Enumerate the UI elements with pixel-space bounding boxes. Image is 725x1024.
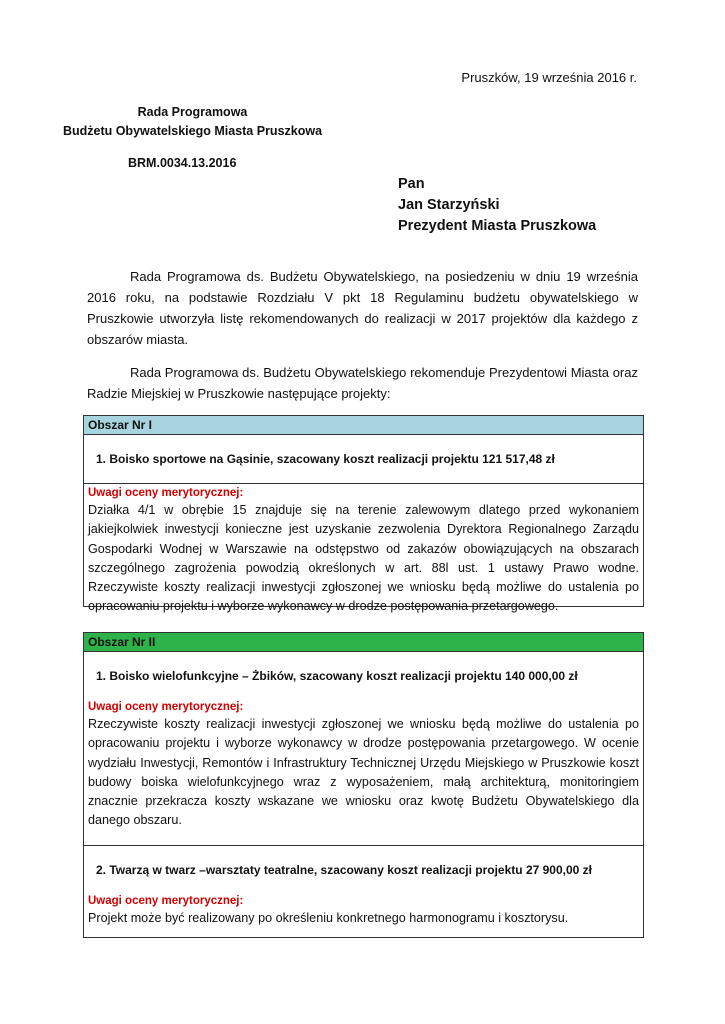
letter-date: Pruszków, 19 września 2016 r. — [461, 70, 637, 85]
paragraph-recommendation — [87, 362, 638, 404]
remarks-label: Uwagi oceny merytorycznej: — [88, 487, 244, 499]
project-remarks — [84, 483, 643, 617]
area-box-1 — [83, 415, 644, 614]
sender-line: Rada Programowa — [137, 105, 248, 119]
reference-number: BRM.0034.13.2016 — [128, 156, 237, 170]
recipient-block — [398, 174, 596, 237]
area-header: Obszar Nr II — [84, 633, 643, 652]
paragraph-recommendation-text: Rada Programowa ds. Budżetu Obywatelskiego rekomenduje Prezydentowi Miasta oraz Radzie Miejskiej w Pruszkowie następujące projekty: — [87, 365, 638, 401]
remarks-label: Uwagi oceny merytorycznej: — [88, 894, 244, 907]
sender-line: Budżetu Obywatelskiego Miasta Pruszkowa — [62, 124, 323, 138]
project-remarks — [84, 894, 643, 928]
project-remarks — [84, 700, 643, 845]
remarks-text: Rzeczywiste koszty realizacji inwestycji zgłoszonej we wniosku będą możliwe do ustalenia po opracowaniu projektu i wyborze wykonawcy w drodze postępowania przetargowego. W ocenie wydziału Inwestycji, Remontów i Infrastruktury Technicznej Urzędu Miejskiego w Pruszkowie koszt budowy boiska wielofunkcyjnego wraz z wyposażeniem, małą architekturą, monitoringiem znacznie przekracza koszty wskazane we wniosku oraz kwotę Budżetu Obywatelskiego dla danego obszaru. — [88, 717, 639, 828]
paragraph-intro — [87, 266, 638, 350]
remarks-label: Uwagi oceny merytorycznej: — [88, 701, 244, 713]
project-title: 1. Boisko sportowe na Gąsinie, szacowany koszt realizacji projektu 121 517,48 zł — [96, 452, 555, 466]
area-header: Obszar Nr I — [84, 416, 643, 435]
project-title: 1. Boisko wielofunkcyjne – Żbików, szacowany koszt realizacji projektu 140 000,00 zł — [96, 669, 578, 683]
recipient-salutation: Pan — [398, 176, 425, 192]
remarks-text: Projekt może być realizowany po określeniu konkretnego harmonogramu i kosztorysu. — [88, 910, 569, 925]
recipient-title: Prezydent Miasta Pruszkowa — [398, 218, 597, 234]
paragraph-intro-text: Rada Programowa ds. Budżetu Obywatelskiego, na posiedzeniu w dniu 19 września 2016 roku, na podstawie Rozdziału V pkt 18 Regulaminu budżetu obywatelskiego w Pruszkowie utworzyła listę rekomendowanych do realizacji w 2017 projektów dla każdego z obszarów miasta. — [87, 269, 638, 347]
recipient-name: Jan Starzyński — [398, 197, 500, 213]
remarks-text: Działka 4/1 w obrębie 15 znajduje się na terenie zalewowym dlatego przed wykonaniem jakiejkolwiek inwestycji konieczne jest uzyskanie zezwolenia Dyrektora Regionalnego Zarządu Gospodarki Wodnej w Warszawie na odstępstwo od zakazów obowiązujących na obszarach szczególnego zagrożenia powodzią określonych w art. 88l ust. 1 ustawy Prawo wodne. Rzeczywiste koszty realizacji inwestycji zgłoszonej we wniosku będą możliwe do ustalenia po opracowaniu projektu i wyborze wykonawcy w drodze postępowania przetargowego. — [88, 503, 639, 614]
project-title: 2. Twarzą w twarz –warsztaty teatralne, szacowany koszt realizacji projektu 27 900,00 zł — [84, 845, 643, 894]
area-box-2 — [83, 632, 644, 938]
sender-block — [60, 103, 325, 141]
